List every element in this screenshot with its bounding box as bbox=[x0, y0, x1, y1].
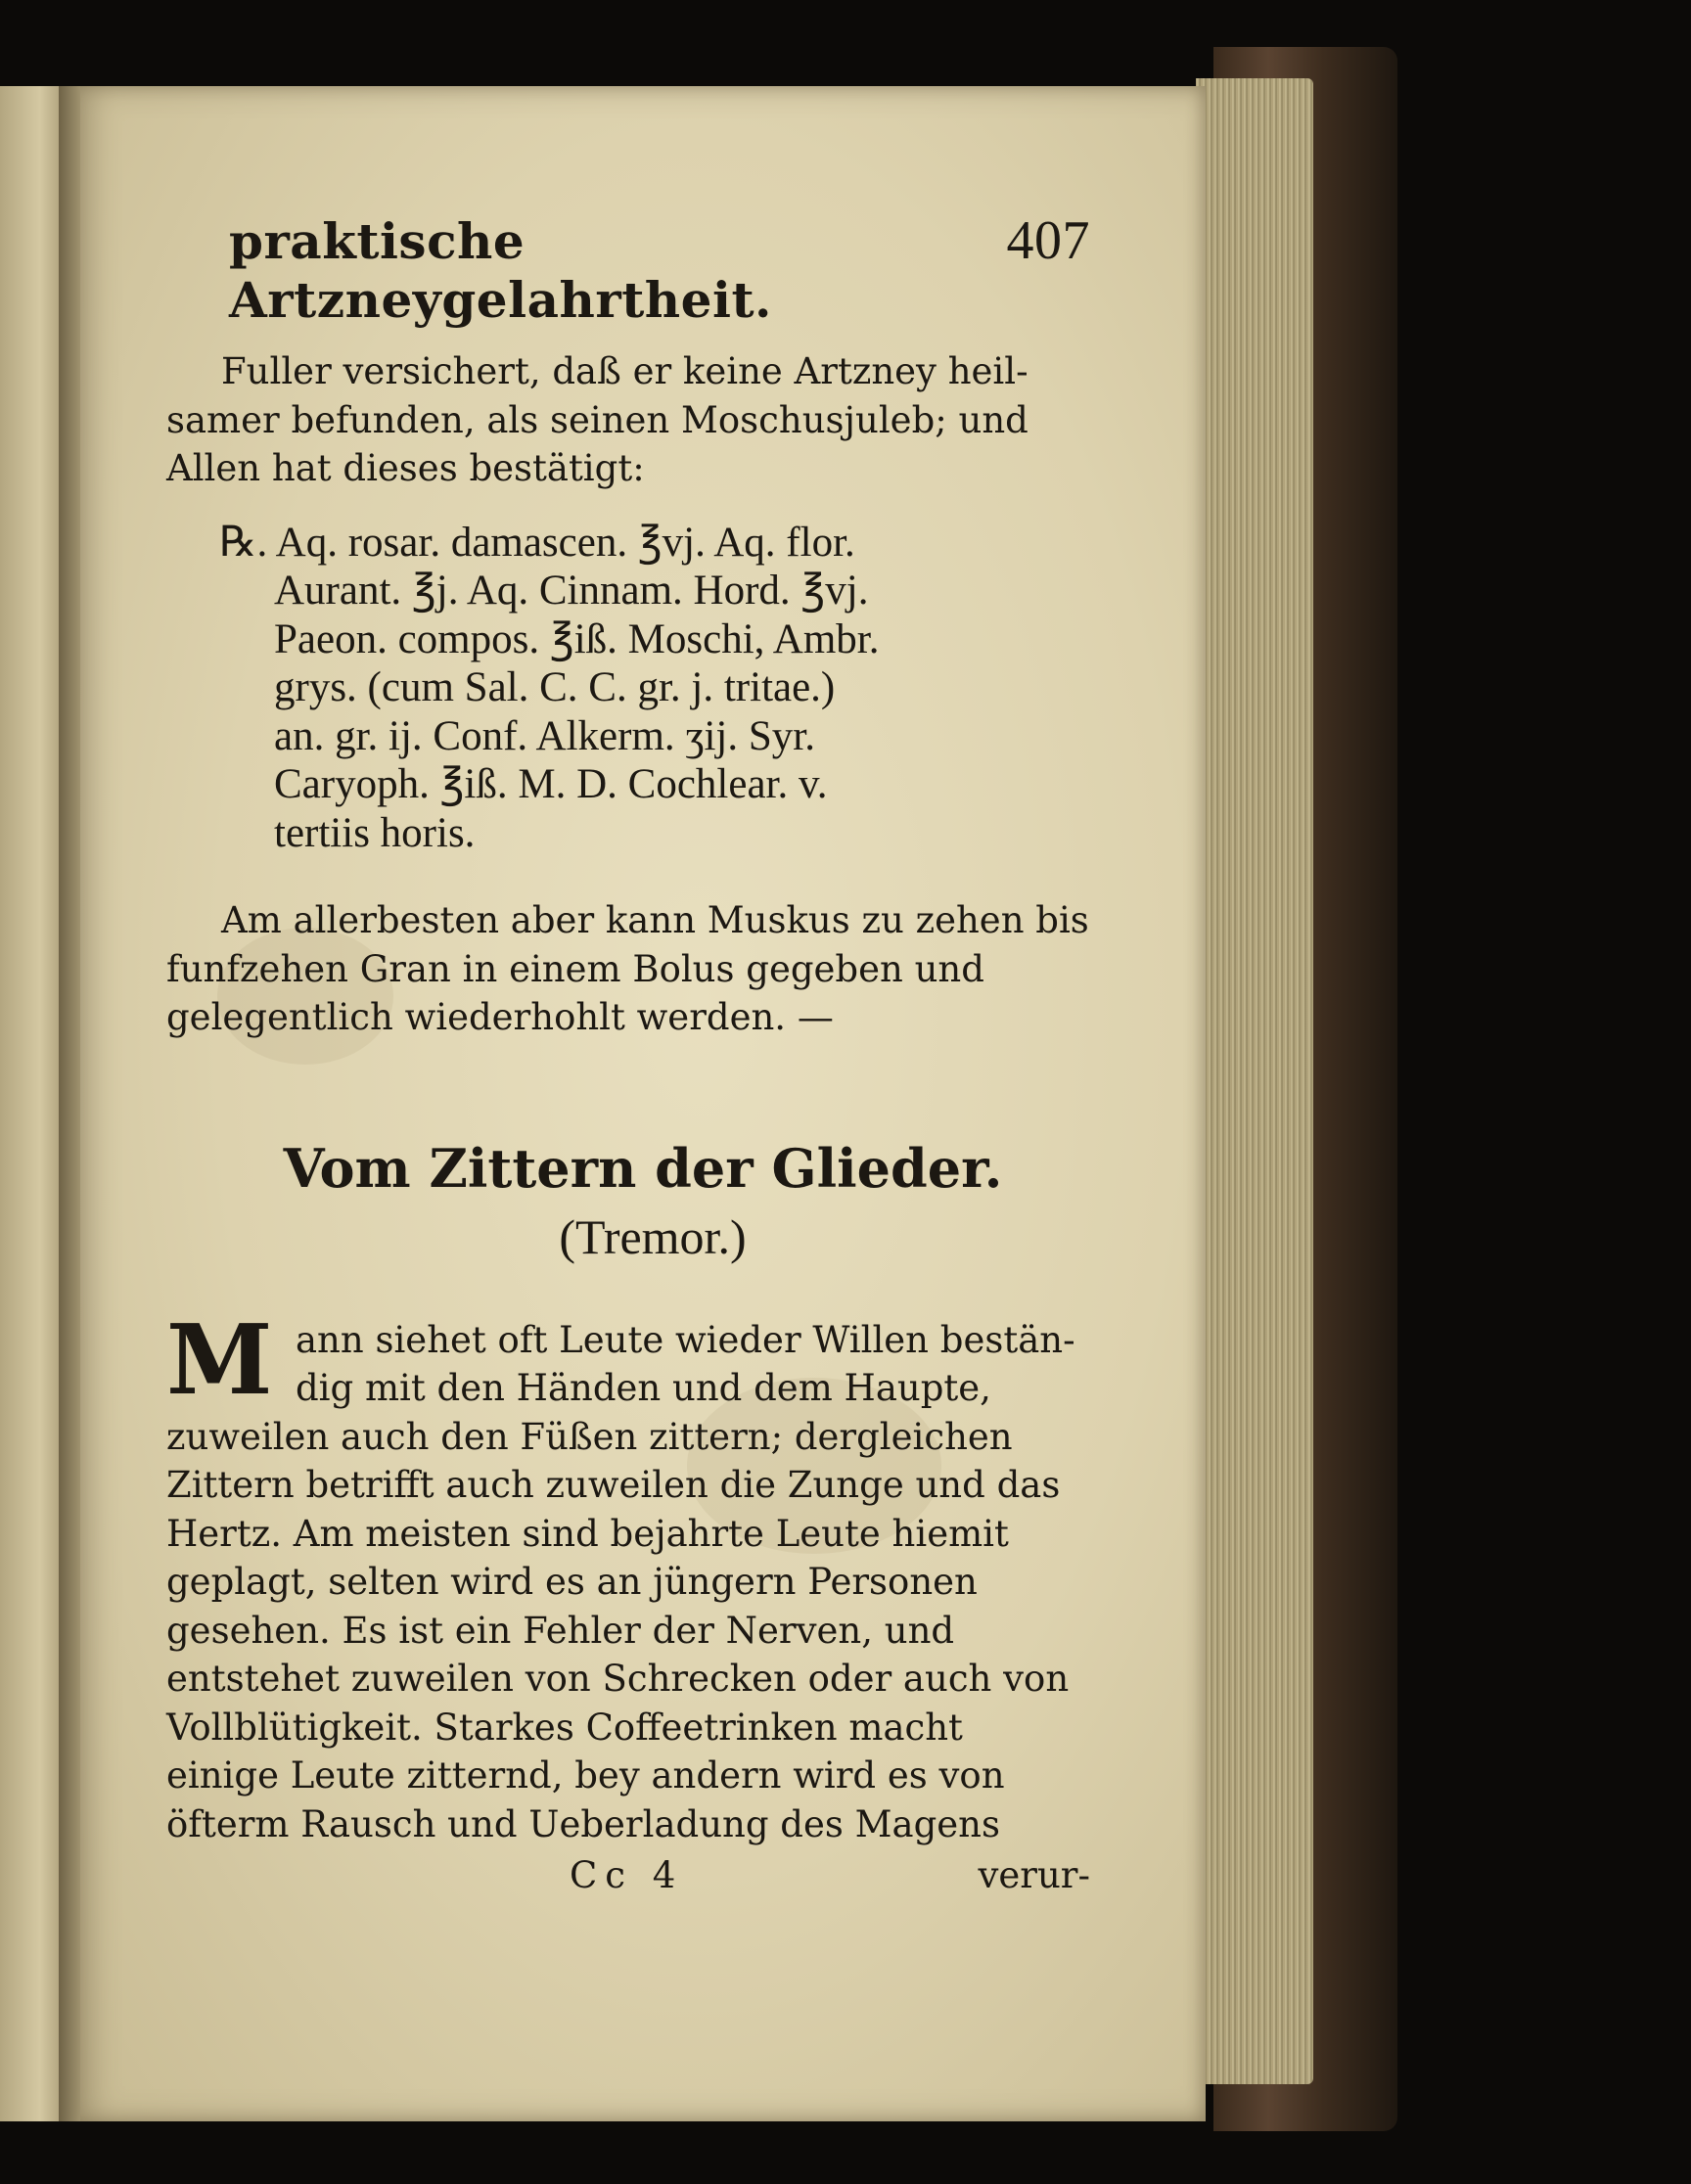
page-number: 407 bbox=[1006, 210, 1090, 271]
section-heading: Vom Zittern der Glieder. bbox=[283, 1136, 1003, 1200]
text-line: Fuller versichert, daß er keine Artzney heil- bbox=[221, 350, 1028, 392]
text-line: öfterm Rausch und Ueberladung des Magens bbox=[166, 1802, 1000, 1845]
text-line: geplagt, selten wird es an jüngern Personen bbox=[166, 1561, 978, 1603]
facing-page bbox=[0, 86, 67, 2121]
recipe-line: tertiis horis. bbox=[274, 809, 476, 856]
recipe-line: Caryoph. ℥iß. M. D. Cochlear. v. bbox=[274, 761, 828, 807]
text-line: Am allerbesten aber kann Muskus zu zehen bis bbox=[221, 899, 1089, 941]
recipe-line: Paeon. compos. ℥iß. Moschi, Ambr. bbox=[274, 615, 880, 662]
text-line: ann siehet oft Leute wieder Willen bestän- bbox=[296, 1318, 1075, 1361]
signature-mark: Cc 4 bbox=[570, 1854, 684, 1896]
text-line: gesehen. Es ist ein Fehler der Nerven, und bbox=[166, 1609, 955, 1652]
recipe-line: grys. (cum Sal. C. C. gr. j. tritae.) bbox=[274, 664, 836, 710]
recipe-block bbox=[166, 519, 1090, 858]
recipe-line: ℞. Aq. rosar. damascen. ℥vj. Aq. flor. bbox=[219, 519, 855, 566]
running-head-title: praktische Artzneygelahrtheit. bbox=[229, 212, 772, 329]
text-line: Zittern betrifft auch zuweilen die Zunge und das bbox=[166, 1464, 1061, 1506]
page-footer bbox=[166, 1852, 1090, 1899]
text-line: zuweilen auch den Füßen zittern; dergleichen bbox=[166, 1415, 1013, 1458]
paragraph-fuller bbox=[166, 347, 1090, 493]
drop-cap: M bbox=[166, 1303, 273, 1417]
text-line: Hertz. Am meisten sind bejahrte Leute hiemit bbox=[166, 1512, 1009, 1555]
recipe-line: Aurant. ℥j. Aq. Cinnam. Hord. ℥vj. bbox=[274, 568, 869, 614]
text-line: entstehet zuweilen von Schrecken oder auch von bbox=[166, 1658, 1070, 1700]
text-line: funfzehen Gran in einem Bolus gegeben und bbox=[166, 947, 984, 990]
paragraph-muskus bbox=[166, 896, 1090, 1042]
page-edges bbox=[1196, 78, 1313, 2084]
running-head bbox=[166, 211, 1090, 330]
text-line: gelegentlich wiederhohlt werden. — bbox=[166, 996, 834, 1038]
paragraph-tremor bbox=[166, 1303, 1090, 1849]
catchword: verur- bbox=[978, 1854, 1090, 1896]
text-line: Vollblütigkeit. Starkes Coffeetrinken macht bbox=[166, 1706, 963, 1749]
book-page bbox=[80, 86, 1206, 2121]
text-line: einige Leute zitternd, bey andern wird es von bbox=[166, 1754, 1005, 1797]
text-line: Allen hat dieses bestätigt: bbox=[166, 447, 645, 489]
text-line: dig mit den Händen und dem Haupte, bbox=[296, 1367, 991, 1409]
section-subheading: (Tremor.) bbox=[559, 1208, 747, 1264]
recipe-line: an. gr. ij. Conf. Alkerm. ʒij. Syr. bbox=[274, 712, 815, 759]
text-line: samer befunden, als seinen Moschusjuleb; und bbox=[166, 398, 1028, 441]
page-content bbox=[166, 211, 1090, 1899]
